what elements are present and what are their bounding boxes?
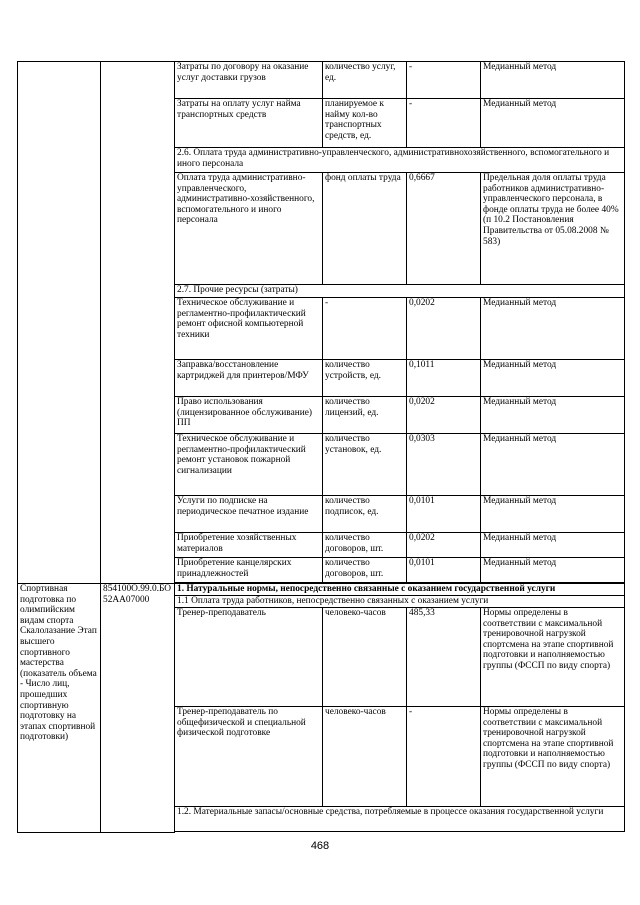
section-heading: 2.7. Прочие ресурсы (затраты) <box>175 285 625 298</box>
norm-name: Приобретение хозяйственных материалов <box>175 533 323 558</box>
norm-value: 0,0101 <box>407 558 481 583</box>
norm-value: 0,6667 <box>407 173 481 285</box>
code-cell-prev <box>101 62 175 584</box>
section-heading: 1.2. Материальные запасы/основные средства, потребляемые в процессе оказания государственной услуги <box>175 807 625 832</box>
norm-value: 0,0202 <box>407 533 481 558</box>
norm-unit: количество договоров, шт. <box>323 533 407 558</box>
norm-name: Тренер-преподаватель <box>175 608 323 707</box>
norm-method: Медианный метод <box>481 62 625 99</box>
norm-value: 0,0303 <box>407 434 481 496</box>
norm-name: Услуги по подписке на периодическое печатное издание <box>175 496 323 533</box>
norm-method: Медианный метод <box>481 558 625 583</box>
section-heading: 2.6. Оплата труда административно-управленческого, административнохозяйственного, вспомогательного и иного персонала <box>175 148 625 173</box>
norm-unit: - <box>323 298 407 360</box>
norm-method: Нормы определены в соответствии с максимальной тренировочной нагрузкой спортсмена на этапе спортивной подготовки и наполняемостью группы (ФССП по виду спорта) <box>481 608 625 707</box>
norm-value: 0,0202 <box>407 298 481 360</box>
norm-name: Техническое обслуживание и регламентно-профилактический ремонт офисной компьютерной техники <box>175 298 323 360</box>
norm-unit: количество лицензий, ед. <box>323 397 407 434</box>
service-cell-prev <box>18 62 101 584</box>
norm-name: Приобретение канцелярских принадлежностей <box>175 558 323 583</box>
norm-method: Медианный метод <box>481 99 625 148</box>
norm-unit: количество установок, ед. <box>323 434 407 496</box>
norm-value: 0,0202 <box>407 397 481 434</box>
section-heading: 1. Натуральные нормы, непосредственно связанные с оказанием государственной услуги <box>175 584 625 596</box>
norm-method: Предельная доля оплаты труда работников административно-управленческого персонала, в фонде оплаты труда не более 40% (п 10.2 Постановления Правительства от 05.08.2008 № 583) <box>481 173 625 285</box>
norms-table <box>17 61 625 833</box>
norm-unit: количество услуг, ед. <box>323 62 407 99</box>
norm-unit: планируемое к найму кол-во транспортных средств, ед. <box>323 99 407 148</box>
norm-name: Тренер-преподаватель по общефизической и специальной физической подготовке <box>175 707 323 807</box>
norm-method: Медианный метод <box>481 360 625 397</box>
norm-unit: количество договоров, шт. <box>323 558 407 583</box>
norm-name: Техническое обслуживание и регламентно-профилактический ремонт установок пожарной сигнализации <box>175 434 323 496</box>
norm-unit: человеко-часов <box>323 707 407 807</box>
norm-method: Нормы определены в соответствии с максимальной тренировочной нагрузкой спортсмена на этапе спортивной подготовки и наполняемостью группы (ФССП по виду спорта) <box>481 707 625 807</box>
norm-name: Право использования (лицензированное обслуживание) ПП <box>175 397 323 434</box>
norm-unit: количество устройств, ед. <box>323 360 407 397</box>
page-number: 468 <box>310 840 330 852</box>
norm-name: Заправка/восстановление картриджей для принтеров/МФУ <box>175 360 323 397</box>
norm-name: Затраты по договору на оказание услуг доставки грузов <box>175 62 323 99</box>
norm-unit: фонд оплаты труда <box>323 173 407 285</box>
norm-value: 0,1011 <box>407 360 481 397</box>
code-cell: 854100О.99.0.БО52АА07000 <box>101 584 175 833</box>
norm-value: 0,0101 <box>407 496 481 533</box>
norm-value: - <box>407 99 481 148</box>
norm-method: Медианный метод <box>481 298 625 360</box>
norm-value: 485,33 <box>407 608 481 707</box>
norm-method: Медианный метод <box>481 397 625 434</box>
section-heading: 1.1 Оплата труда работников, непосредственно связанных с оказанием услуги <box>175 596 625 608</box>
service-cell: Спортивная подготовка по олимпийским видам спорта Скалолазание Этап высшего спортивного мастерства (показатель объема - Число лиц, прошедших спортивную подготовку на этапах спортивной подготовки) <box>18 584 101 833</box>
norm-name: Оплата труда административно-управленческого, административно-хозяйственного, вспомогательного и иного персонала <box>175 173 323 285</box>
norm-unit: количество подписок, ед. <box>323 496 407 533</box>
norm-value: - <box>407 707 481 807</box>
norm-name: Затраты на оплату услуг найма транспортных средств <box>175 99 323 148</box>
section-row <box>18 584 625 596</box>
norm-value: - <box>407 62 481 99</box>
table-row <box>18 62 625 99</box>
norm-method: Медианный метод <box>481 434 625 496</box>
norm-method: Медианный метод <box>481 533 625 558</box>
norm-method: Медианный метод <box>481 496 625 533</box>
norm-unit: человеко-часов <box>323 608 407 707</box>
